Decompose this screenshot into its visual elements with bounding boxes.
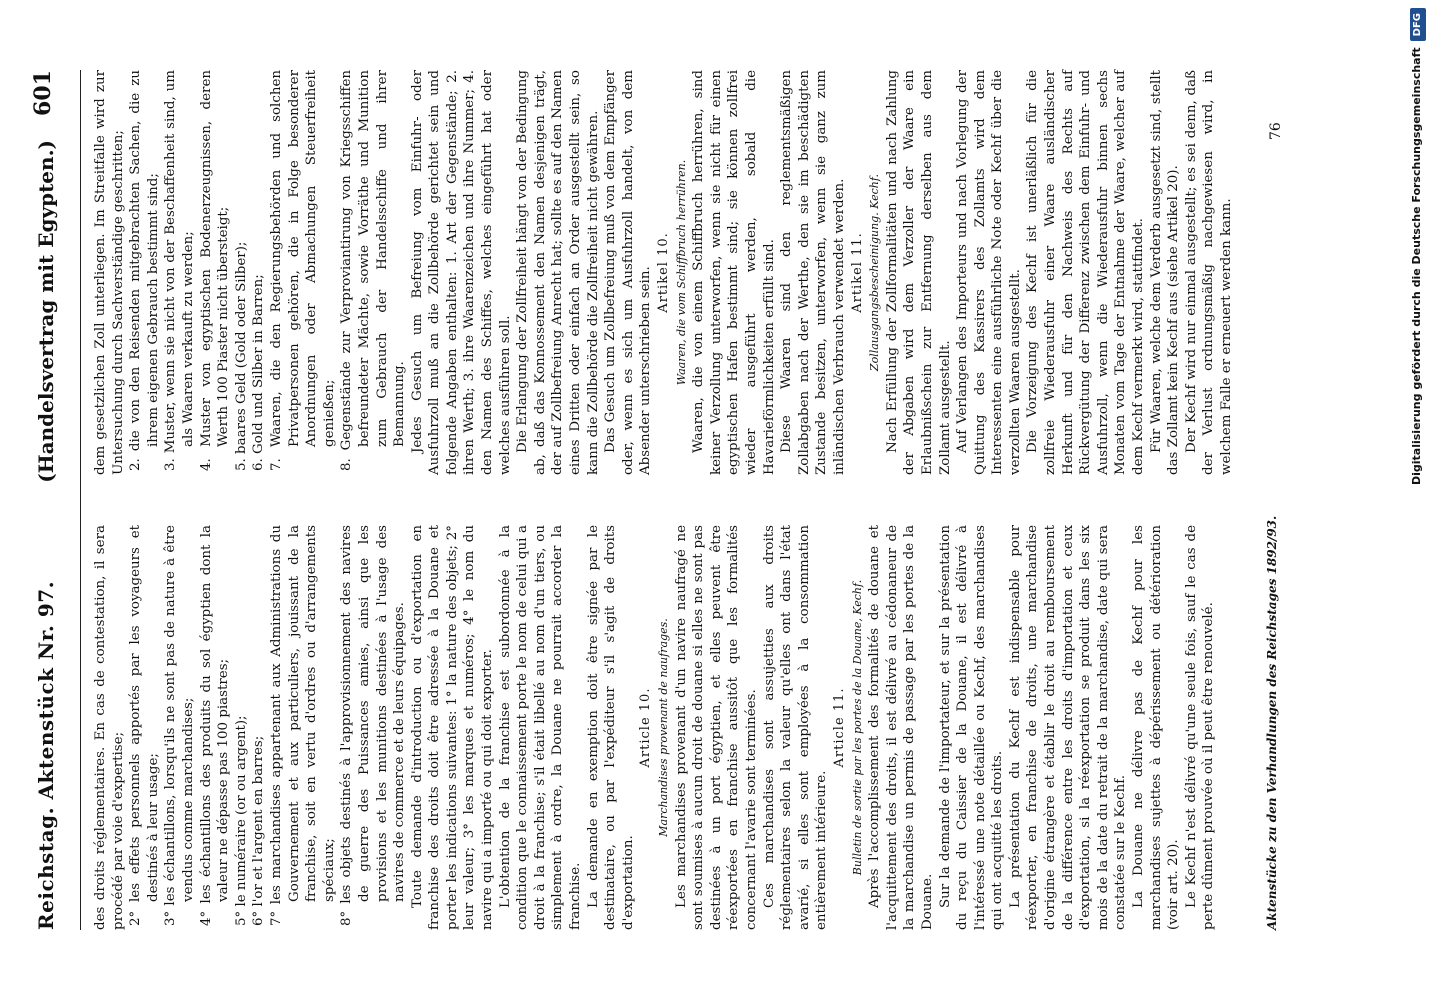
paragraph: Les marchandises provenant d'un navire naufragé ne sont soumises à aucun droit de douane si elles ne sont pas destinées à un port égyptien, et elles peuvent être réexportées en franchise aussitôt que les formalités concernant l'avarie sont terminées. <box>673 525 759 930</box>
header-left: Reichstag. Aktenstück Nr. 97. <box>34 580 58 930</box>
list-item: 2. die von den Reisenden mitgebrachten Sachen, die zu ihrem eigenen Gebrauch bestimmt sind; <box>128 70 161 471</box>
article-subtitle: Zollausgangsbescheinigung. Kechf. <box>868 173 882 372</box>
paragraph: Diese Waaren sind den reglementsmäßigen Zollabgaben nach der Werthe, den sie im beschädigten Zustande besitzen, unterworfen, wenn sie ganz zum inländischen Verbrauch verwendet werden. <box>779 70 847 475</box>
paragraph: dem gesetzlichen Zoll unterliegen. Im Streitfalle wird zur Untersuchung durch Sachverständige geschritten; <box>93 70 126 475</box>
paragraph: Waaren, die von einem Schiffbruch herrühren, sind keiner Verzollung unterworfen, wenn sie nicht für einen egyptischen Hafen bestimmt sind; sie können zollfrei wieder ausgeführt werden, sobald die Havarieförmlichkeiten erfüllt sind. <box>691 70 777 475</box>
list-item: 6. Gold und Silber in Barren; <box>251 274 267 471</box>
paragraph: Die Vorzeigung des Kechf ist unerläßlich für die zollfreie Wiederausfuhr einer Waare ausländischer Herkunft und für den Nachweis des Rechts auf Rückvergütung der Differenz zwischen dem Einfuhr- und Ausfuhrzoll, wenn die Wiederausfuhr binnen sechs Monaten vom Tage der Entnahme der Waare, welcher auf dem Kechf vermerkt wird, stattfindet. <box>1025 70 1147 475</box>
paragraph: des droits réglementaires. En cas de contestation, il sera procédé par voie d'expertise; <box>93 525 126 930</box>
paragraph: Auf Verlangen des Importeurs und nach Vorlegung der Quittung des Kassirers des Zollamts wird dem Interessenten eine ausführliche Note oder Kechf über die verzollten Waaren ausgestellt. <box>955 70 1023 475</box>
header-right: (Handelsvertrag mit Egypten.) <box>34 140 58 483</box>
colophon-text: Digitalisierung gefördert durch die Deutsche Forschungsgemeinschaft <box>1410 47 1423 486</box>
article-heading: Article 10. <box>638 687 654 768</box>
paragraph: Sur la demande de l'importateur, et sur la présentation du reçu du Caissier de la Douane, il est délivré à l'intéressé une note détaillée ou Kechf, des marchandises qui ont acquitté les droits. <box>937 525 1006 930</box>
french-column <box>92 525 1218 930</box>
list-item: 4. Muster von egyptischen Bodenerzeugnissen, deren Werth 100 Piaster nicht übersteigt; <box>198 70 232 471</box>
paragraph: La Douane ne délivre pas de Kechf pour les marchandises sujettes à dépérissement ou détérioration (voir art. 20). <box>1131 525 1182 930</box>
paragraph: L'obtention de la franchise est subordonnée à la condition que le connaissement porte le nom de celui qui a droit à la franchise; s'il était libellé au nom d'un tiers, ou simplement à ordre, la Douane ne pourrait accorder la franchise. <box>497 525 584 930</box>
article-subtitle: Bulletin de sortie par les portes de la Douane, Kechf. <box>850 579 864 876</box>
article-heading: Artikel 10. <box>656 232 671 313</box>
list-item: 2° les effets personnels apportés par les voyageurs et destinés à leur usage; <box>128 525 161 926</box>
list-item: 6° l'or et l'argent en barres; <box>251 735 267 926</box>
page-number: 601 <box>30 70 56 116</box>
paragraph: Das Gesuch um Zollbefreiung muß von dem Empfänger oder, wenn es sich um Ausfuhrzoll handelt, von dem Absender unterschrieben sein. <box>603 70 654 475</box>
list-item: 8. Gegenstände zur Verproviantirung von Kriegsschiffen befreundeter Mächte, sowie Vorräthe und Munition zum Gebrauch der Handelsschiffe und ihrer Bemannung. <box>339 70 408 471</box>
dfg-logo-icon: DFG <box>1410 8 1426 41</box>
paragraph: Toute demande d'introduction ou d'exportation en franchise des droits doit être adressée à la Douane et porter les indications suivantes: 1° la nature des objets; 2° leur valeur; 3° les marques et numéros; 4° le nom du navire qui a importé ou qui doit exporter. <box>409 525 496 930</box>
paragraph: Die Erlangung der Zollfreiheit hängt von der Bedingung ab, daß das Konnossement den Namen desjenigen trägt, der auf Zollbefreiung Anrecht hat; sollte es auf den Namen eines Dritten oder einfach an Order ausgestellt sein, so kann die Zollbehörde die Zollfreiheit nicht gewähren. <box>515 70 601 475</box>
german-column <box>92 70 1236 475</box>
paragraph: Jedes Gesuch um Befreiung vom Einfuhr- oder Ausfuhrzoll muß an die Zollbehörde gerichtet sein und folgende Angaben enthalten: 1. Art der Gegenstände; 2. ihren Werth; 3. ihre Waarenzeichen und ihre Nummer; 4. den Namen des Schiffes, welches eingeführt hat oder welches ausführen soll. <box>409 70 513 475</box>
list-item: 5° le numéraire (or ou argent); <box>233 715 249 926</box>
paragraph: Le Kechf n'est délivré qu'une seule fois, sauf le cas de perte dûment prouvée où il peut être renouvelé. <box>1183 525 1217 930</box>
list-item: 3° les échantillons, lorsqu'ils ne sont pas de nature à être vendus comme marchandises; <box>163 525 196 926</box>
article-heading: Article 11. <box>831 687 847 768</box>
list-item: 4° les échantillons des produits du sol égyptien dont la valeur ne dépasse pas 100 piastres; <box>198 525 232 926</box>
paragraph: Après l'accomplissement des formalités de douane et l'acquittement des droits, il est délivré au cédonaneur de la marchandise un permis de passage par les portes de la Douane. <box>867 525 935 930</box>
paragraph: Nach Erfüllung der Zollformalitäten und nach Zahlung der Abgaben wird dem Verzoller der Waare ein Erlaubnißschein zur Entfernung derselben aus dem Zollamt ausgestellt. <box>884 70 953 475</box>
list-item: 3. Muster, wenn sie nicht von der Beschaffenheit sind, um als Waaren verkauft zu werden; <box>163 70 196 471</box>
signature-mark: 76 <box>1268 122 1284 140</box>
article-subtitle: Marchandises provenant de naufrages. <box>657 618 670 837</box>
article-heading: Artikel 11. <box>849 232 865 313</box>
article-subtitle: Waaren, die vom Schiffbruch herrühren. <box>674 159 688 386</box>
paragraph: Der Kechf wird nur einmal ausgestellt; es sei denn, daß der Verlust ordnungsmäßig nachgewiesen wird, in welchem Falle er erneuert werden kann. <box>1183 70 1234 475</box>
list-item: 5. baares Geld (Gold oder Silber); <box>233 241 249 471</box>
footer-note: Aktenstücke zu den Verhandlungen des Reichstages 1892/93. <box>1265 515 1279 930</box>
paragraph: La demande en exemption doit être signée par le destinataire, ou par l'expéditeur s'il s'agit de droits d'exportation. <box>585 525 636 930</box>
running-head <box>20 70 81 930</box>
paragraph: Für Waaren, welche dem Verderb ausgesetzt sind, stellt das Zollamt kein Kechf aus (siehe Artikel 20). <box>1148 70 1182 475</box>
list-item: 8° les objets destinés à l'approvisionnement des navires de guerre des Puissances amies, ainsi que les provisions et les munitions destinées à l'usage des navires de commerce et de leurs équipages. <box>339 525 408 926</box>
paragraph: La présentation du Kechf est indispensable pour réexporter, en franchise de droits, une marchandise d'origine étrangère et établir le droit au remboursement de la différence entre les droits d'importation et ceux d'exportation, si la réexportation se produit dans les six mois de la date du retrait de la marchandise, date qui sera constatée sur le Kechf. <box>1007 525 1129 930</box>
paragraph: Ces marchandises sont assujetties aux droits réglementaires selon la valeur qu'elles ont dans l'état avarié, si elles sont employées à la consommation entièrement intérieure. <box>761 525 830 930</box>
list-item: 7. Waaren, die den Regierungsbehörden und solchen Privatpersonen gehören, die in Folge besonderer Anordnungen oder Abmachungen Steuerfreiheit genießen; <box>268 70 337 471</box>
list-item: 7° les marchandises appartenant aux Administrations du Gouvernement et aux particuliers, jouissant de la franchise, soit en vertu d'ordres ou d'arrangements spéciaux; <box>268 525 337 926</box>
digitization-colophon <box>1404 8 1430 998</box>
